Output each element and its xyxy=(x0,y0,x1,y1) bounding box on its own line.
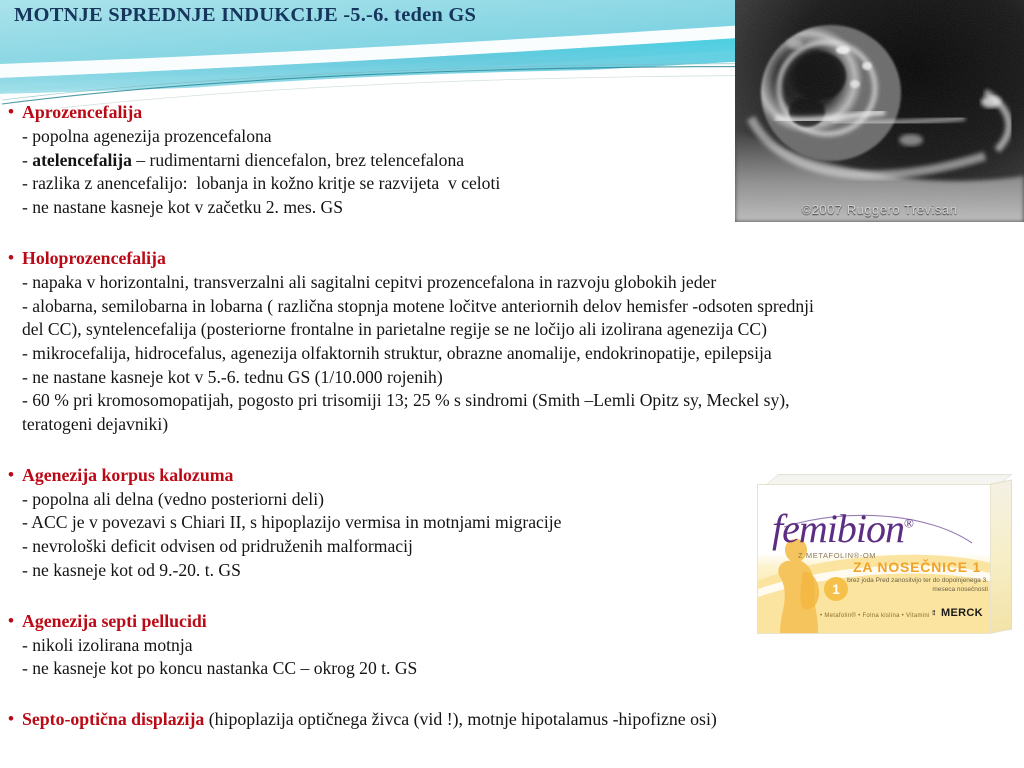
line-suffix: – rudimentarni diencefalon, brez telencefalona xyxy=(131,149,465,170)
section-heading-text: Agenezija korpus kalozuma xyxy=(22,464,234,485)
body-line: - ne nastane kasneje kot v začetku 2. mes. GS xyxy=(22,197,343,218)
body-line: del CC), syntelencefalija (posteriorne frontalne in parietalne regije se ne ločijo ali izolirana agenezija CC) xyxy=(22,319,767,340)
fetal-ultrasound-image xyxy=(735,0,1024,222)
body-line: - popolna ali delna (vedno posteriorni deli) xyxy=(22,488,324,509)
body-line: - ne kasneje kot po koncu nastanka CC – okrog 20 t. GS xyxy=(22,658,418,679)
section-heading-text: Holoprozencefalija xyxy=(22,247,166,268)
product-ingredients: • Metafolin® • Folna kislina • Vitamini xyxy=(820,613,930,619)
product-metafolin-line: Z METAFOLIN®-OM xyxy=(798,551,877,560)
body-line: - mikrocefalija, hidrocefalus, agenezija olfaktornih struktur, obrazne anomalije, endokrinopatije, epilepsija xyxy=(22,342,772,363)
line-prefix: - xyxy=(22,149,33,170)
box-front-face xyxy=(757,484,991,634)
section-holoprozencefalija xyxy=(0,246,1024,437)
body-line: - ACC je v povezavi s Chiari II, s hipoplazijo vermisa in motnjami migracije xyxy=(22,512,562,533)
line-emphasis: atelencefalija xyxy=(32,149,132,170)
section-septo-opticna-displazija xyxy=(0,707,1024,732)
bullet-icon: • xyxy=(8,102,14,121)
bullet-icon: • xyxy=(8,247,14,267)
section-heading-text: Agenezija septi pellucidi xyxy=(22,610,207,631)
section-heading-tail: (hipoplazija optičnega živca (vid !), motnje hipotalamus -hipofizne osi) xyxy=(204,708,717,729)
product-brand xyxy=(772,506,913,551)
body-line: - 60 % pri kromosomopatijah, pogosto pri trisomiji 13; 25 % s sindromi (Smith –Lemli Opitz sy, Meckel sy), xyxy=(22,390,790,411)
bullet-icon: • xyxy=(8,464,14,484)
product-subtitle: ZA NOSEČNICE 1 xyxy=(853,559,982,575)
merck-logo-dots: ⣿ xyxy=(932,610,936,617)
box-side-face xyxy=(989,480,1012,634)
body-line: - popolna agenezija prozencefalona xyxy=(22,126,272,146)
product-number-badge: 1 xyxy=(824,577,848,601)
merck-logo xyxy=(932,607,983,619)
section-heading xyxy=(0,246,1024,271)
body-line: - ne nastane kasneje kot v 5.-6. tednu GS (1/10.000 rojenih) xyxy=(22,366,443,387)
ultrasound-watermark: ©2007 Ruggero Trevisan xyxy=(801,202,958,217)
body-line: - napaka v horizontalni, transverzalni ali sagitalni cepitvi prozencefalona in razvoju globokih jeder xyxy=(22,271,717,292)
page-title: MOTNJE SPREDNJE INDUKCIJE -5.-6. teden GS xyxy=(14,4,477,26)
section-heading-text: Septo-optična displazija xyxy=(22,708,205,729)
femibion-product-image xyxy=(750,432,1024,690)
registered-trademark-mark: ® xyxy=(903,515,913,531)
product-brand-text: femibion xyxy=(772,506,904,551)
section-heading xyxy=(0,707,1024,732)
product-box xyxy=(757,474,1013,634)
body-line: teratogeni dejavniki) xyxy=(22,414,169,435)
body-line: - razlika z anencefalijo: lobanja in kožno kritje se razvijeta v celoti xyxy=(22,173,501,194)
section-heading-text: Aprozencefalija xyxy=(22,102,143,122)
body-line: - nikoli izolirana motnja xyxy=(22,634,193,655)
spacer xyxy=(0,220,1024,246)
body-line: - nevrološki deficit odvisen od pridruženih malformacij xyxy=(22,536,413,557)
body-line: - ne kasneje kot od 9.-20. t. GS xyxy=(22,559,241,580)
merck-logo-text: MERCK xyxy=(941,607,983,619)
bullet-icon: • xyxy=(8,610,14,630)
bullet-icon: • xyxy=(8,708,14,728)
body-line: - alobarna, semilobarna in lobarna ( različna stopnja motene ločitve anteriornih delov hemisfer -odsoten sprednji xyxy=(22,295,814,316)
product-fine-print: brez joda Pred zanositvijo ter do dopolnjenega 3. meseca nosečnosti xyxy=(847,577,988,593)
